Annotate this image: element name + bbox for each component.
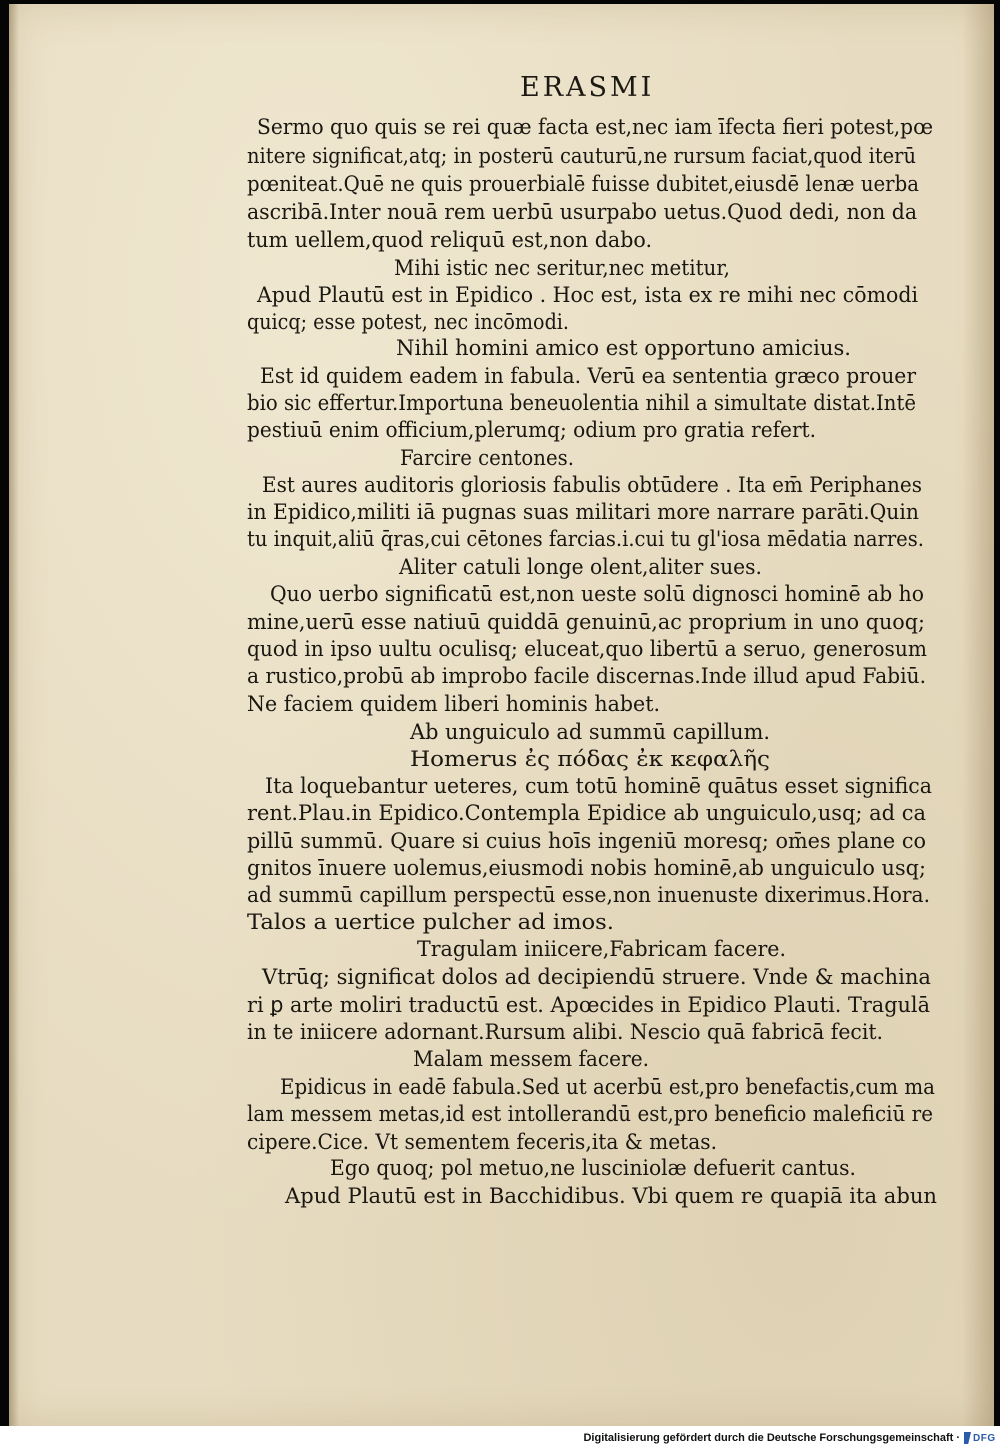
text-line: Ita loquebantur ueteres, cum totū hominē quātus esset significa [265,774,932,799]
dfg-logo-icon [964,1431,996,1445]
adage-heading: Ego quoq; pol metuo,ne lusciniolæ defuerit cantus. [330,1156,857,1181]
text-line: ascribā.Inter nouā rem uerbū usurpabo uetus.Quod dedi, non da [247,200,918,225]
text-line: tum uellem,quod reliquū est,non dabo. [247,228,653,253]
digitization-footer [0,1426,1000,1452]
adage-heading: Homerus ἐς πόδας ἐκ κεφαλῆς [410,747,771,772]
text-line: Apud Plautū est in Bacchidibus. Vbi quem re quapiā ita abun [285,1184,938,1209]
text-line: ad summū capillum perspectū esse,non inuenuste dixerimus.Hora. [247,883,930,908]
text-line: pestiuū enim officium,plerumq; odium pro gratia refert. [247,418,817,443]
text-line: rent.Plau.in Epidico.Contempla Epidice ab unguiculo,usq; ad ca [247,801,927,826]
text-line: Est aures auditoris gloriosis fabulis obtūdere . Ita em̄ Periphanes [262,473,922,498]
text-line: Quo uerbo significatū est,non ueste solū dignosci hominē ab ho [270,582,924,607]
funding-notice: Digitalisierung gefördert durch die Deutsche Forschungsgemeinschaft · [583,1432,960,1444]
running-head: ERASMI [520,72,655,103]
text-line: in te iniicere adornant.Rursum alibi. Nescio quā fabricā fecit. [247,1020,884,1045]
text-line: quod in ipso uultu oculisq; eluceat,quo libertū a seruo, generosum [247,637,927,662]
adage-heading: Tragulam iniicere,Fabricam facere. [417,937,787,962]
text-line: Talos a uertice pulcher ad imos. [247,910,615,935]
adage-heading: Farcire centones. [400,446,574,471]
text-line: gnitos īnuere uolemus,eiusmodi nobis hominē,ab unguiculo usq; [247,856,926,881]
adage-heading: Malam messem facere. [413,1047,650,1072]
text-line: quicq; esse potest, nec incōmodi. [247,310,570,335]
text-line: in Epidico,militi iā pugnas suas militari more narrare parāti.Quin [247,500,919,525]
dfg-logo-label: DFG [973,1432,996,1444]
text-line: Vtrūq; significat dolos ad decipiendū struere. Vnde & machina [262,965,931,990]
text-line: Sermo quo quis se rei quæ facta est,nec iam īfecta fieri potest,pœ [257,115,934,140]
text-line: Epidicus in eadē fabula.Sed ut acerbū est,pro benefactis,cum ma [280,1075,935,1100]
text-line: pillū summū. Quare si cuius hoīs ingeniū moresq; om̄es plane co [247,829,926,854]
text-line: Apud Plautū est in Epidico . Hoc est, ista ex re mihi nec cōmodi [257,283,919,308]
adage-heading: Ab unguiculo ad summū capillum. [410,720,771,745]
adage-heading: Mihi istic nec seritur,nec metitur, [394,256,730,281]
text-line: a rustico,probū ab improbo facile discernas.Inde illud apud Fabiū. [247,664,927,689]
text-line: mine,uerū esse natiuū quiddā genuinū,ac proprium in uno quoq; [247,610,926,635]
text-line: lam messem metas,id est intollerandū est,pro beneficio maleficiū re [247,1102,933,1127]
text-line: bio sic effertur.Importuna beneuolentia nihil a simultate distat.Intē [247,391,916,416]
text-line: nitere significat,atq; in posterū cauturū,ne rursum faciat,quod iterū [247,144,917,169]
adage-heading: Nihil homini amico est opportuno amicius. [396,336,852,361]
text-line: pœniteat.Quē ne quis prouerbialē fuisse dubitet,eiusdē lenæ uerba [247,172,919,197]
text-line: tu inquit,aliū q̄ras,cui cētones farcias.i.cui tu gl'iosa mēdatia narres. [247,527,924,552]
dfg-mark-icon [964,1432,971,1444]
text-line: Ne faciem quidem liberi hominis habet. [247,692,661,717]
adage-heading: Aliter catuli longe olent,aliter sues. [399,555,762,580]
text-line: cipere.Cice. Vt sementem feceris,ita & metas. [247,1130,718,1155]
text-line: Est id quidem eadem in fabula. Verū ea sententia græco prouer [260,364,917,389]
text-line: ri ꝑ arte moliri traductū est. Apœcides in Epidico Plauti. Tragulā [247,993,930,1018]
